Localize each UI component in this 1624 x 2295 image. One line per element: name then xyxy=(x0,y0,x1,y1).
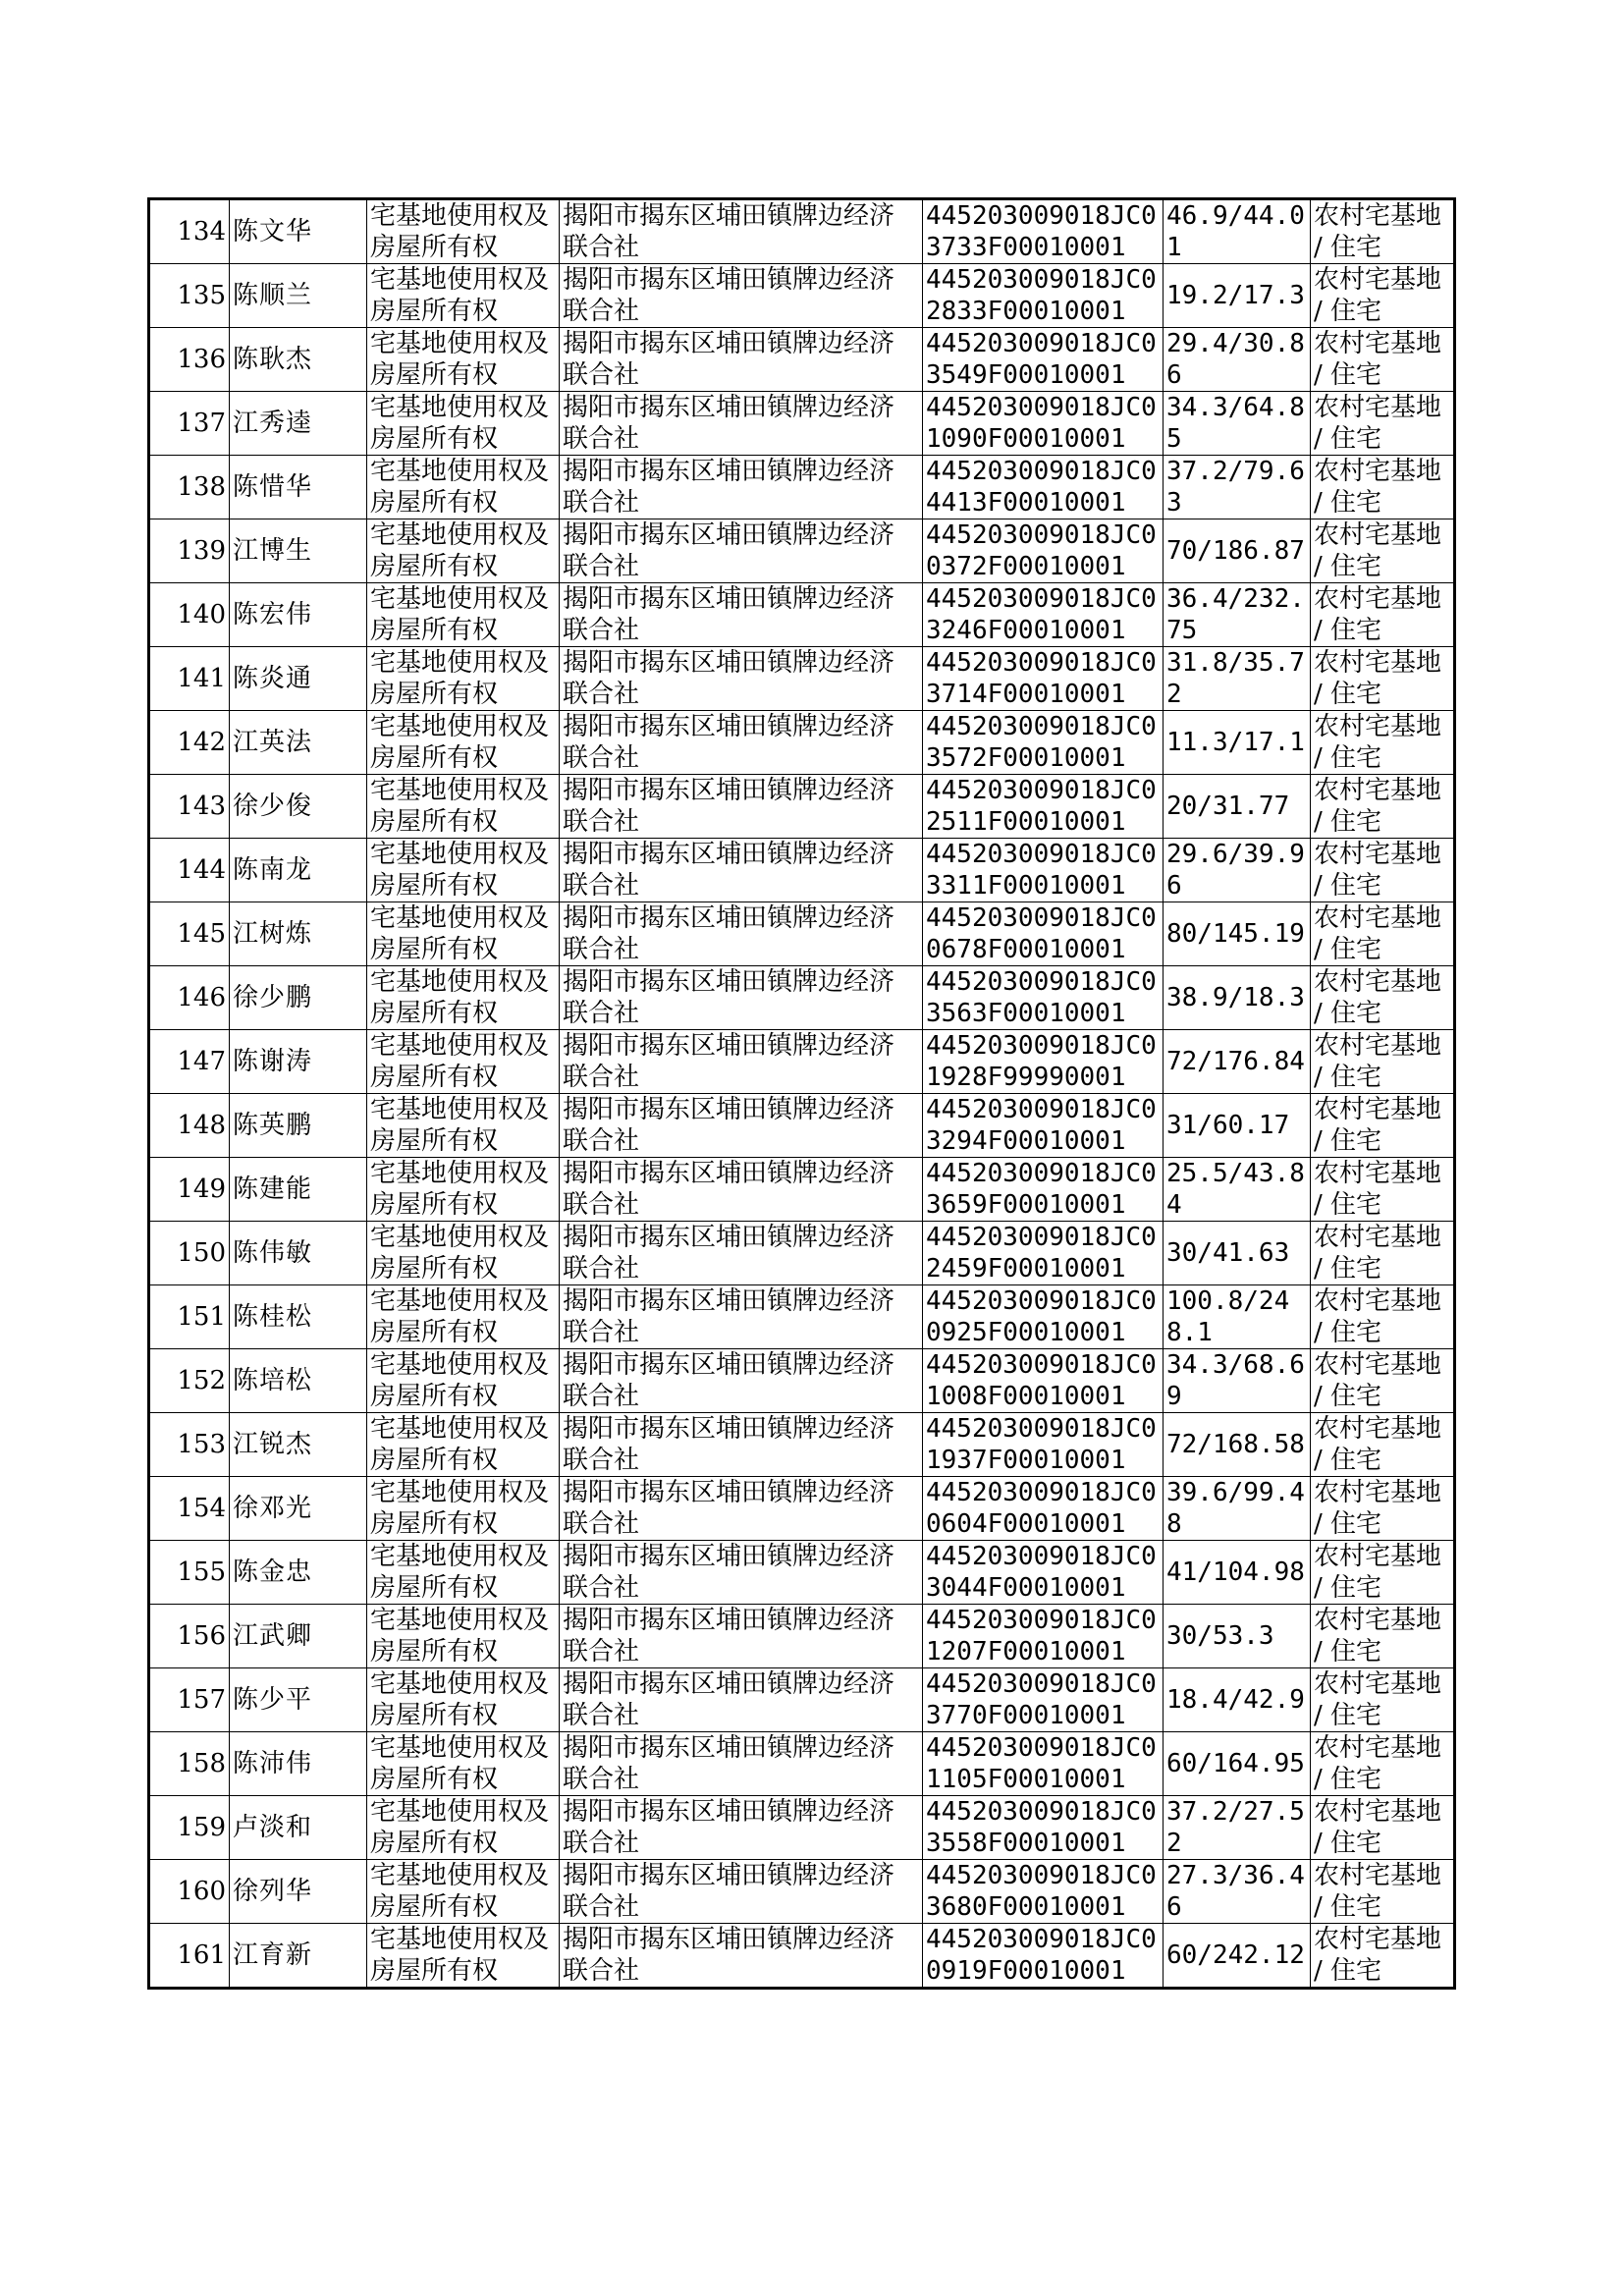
table-row xyxy=(149,392,1455,456)
land-use: 农村宅基地 / 住宅 xyxy=(1311,839,1455,902)
right-type: 宅基地使用权及房屋所有权 xyxy=(367,264,560,328)
right-type: 宅基地使用权及房屋所有权 xyxy=(367,583,560,647)
unit-code: 445203009018JC02511F00010001 xyxy=(923,775,1164,839)
right-type: 宅基地使用权及房屋所有权 xyxy=(367,1413,560,1477)
row-number: 149 xyxy=(149,1158,230,1222)
table-row xyxy=(149,902,1455,966)
owner-name: 陈金忠 xyxy=(230,1541,367,1605)
unit-code: 445203009018JC03659F00010001 xyxy=(923,1158,1164,1222)
table-row xyxy=(149,1030,1455,1094)
owner-name: 陈宏伟 xyxy=(230,583,367,647)
area-value: 25.5/43.84 xyxy=(1164,1158,1311,1222)
unit-code: 445203009018JC03044F00010001 xyxy=(923,1541,1164,1605)
area-value: 60/242.12 xyxy=(1164,1924,1311,1989)
table-row xyxy=(149,1732,1455,1796)
owner-name: 陈南龙 xyxy=(230,839,367,902)
area-value: 19.2/17.3 xyxy=(1164,264,1311,328)
collective-org: 揭阳市揭东区埔田镇牌边经济联合社 xyxy=(560,1158,923,1222)
land-use: 农村宅基地 / 住宅 xyxy=(1311,966,1455,1030)
registry-table xyxy=(147,197,1456,1990)
land-use: 农村宅基地 / 住宅 xyxy=(1311,199,1455,264)
table-row xyxy=(149,1860,1455,1924)
collective-org: 揭阳市揭东区埔田镇牌边经济联合社 xyxy=(560,1030,923,1094)
collective-org: 揭阳市揭东区埔田镇牌边经济联合社 xyxy=(560,1413,923,1477)
right-type: 宅基地使用权及房屋所有权 xyxy=(367,456,560,519)
area-value: 80/145.19 xyxy=(1164,902,1311,966)
unit-code: 445203009018JC03680F00010001 xyxy=(923,1860,1164,1924)
unit-code: 445203009018JC00925F00010001 xyxy=(923,1285,1164,1349)
collective-org: 揭阳市揭东区埔田镇牌边经济联合社 xyxy=(560,711,923,775)
land-use: 农村宅基地 / 住宅 xyxy=(1311,328,1455,392)
owner-name: 陈炎通 xyxy=(230,647,367,711)
land-use: 农村宅基地 / 住宅 xyxy=(1311,1541,1455,1605)
row-number: 160 xyxy=(149,1860,230,1924)
row-number: 159 xyxy=(149,1796,230,1860)
table-row xyxy=(149,328,1455,392)
right-type: 宅基地使用权及房屋所有权 xyxy=(367,902,560,966)
table-row xyxy=(149,1477,1455,1541)
owner-name: 陈英鹏 xyxy=(230,1094,367,1158)
row-number: 136 xyxy=(149,328,230,392)
land-use: 农村宅基地 / 住宅 xyxy=(1311,583,1455,647)
area-value: 41/104.98 xyxy=(1164,1541,1311,1605)
area-value: 46.9/44.01 xyxy=(1164,199,1311,264)
owner-name: 江树炼 xyxy=(230,902,367,966)
owner-name: 陈顺兰 xyxy=(230,264,367,328)
area-value: 29.4/30.86 xyxy=(1164,328,1311,392)
unit-code: 445203009018JC00678F00010001 xyxy=(923,902,1164,966)
right-type: 宅基地使用权及房屋所有权 xyxy=(367,328,560,392)
right-type: 宅基地使用权及房屋所有权 xyxy=(367,839,560,902)
land-use: 农村宅基地 / 住宅 xyxy=(1311,1796,1455,1860)
owner-name: 卢淡和 xyxy=(230,1796,367,1860)
land-use: 农村宅基地 / 住宅 xyxy=(1311,1094,1455,1158)
area-value: 11.3/17.1 xyxy=(1164,711,1311,775)
row-number: 138 xyxy=(149,456,230,519)
table-row xyxy=(149,1094,1455,1158)
right-type: 宅基地使用权及房屋所有权 xyxy=(367,1605,560,1668)
unit-code: 445203009018JC01937F00010001 xyxy=(923,1413,1164,1477)
land-use: 农村宅基地 / 住宅 xyxy=(1311,1668,1455,1732)
right-type: 宅基地使用权及房屋所有权 xyxy=(367,1668,560,1732)
right-type: 宅基地使用权及房屋所有权 xyxy=(367,1030,560,1094)
area-value: 34.3/64.85 xyxy=(1164,392,1311,456)
table-row xyxy=(149,775,1455,839)
table-body xyxy=(149,199,1455,1989)
owner-name: 陈谢涛 xyxy=(230,1030,367,1094)
right-type: 宅基地使用权及房屋所有权 xyxy=(367,1222,560,1285)
collective-org: 揭阳市揭东区埔田镇牌边经济联合社 xyxy=(560,519,923,583)
owner-name: 陈耿杰 xyxy=(230,328,367,392)
unit-code: 445203009018JC01207F00010001 xyxy=(923,1605,1164,1668)
right-type: 宅基地使用权及房屋所有权 xyxy=(367,647,560,711)
collective-org: 揭阳市揭东区埔田镇牌边经济联合社 xyxy=(560,839,923,902)
row-number: 137 xyxy=(149,392,230,456)
unit-code: 445203009018JC00372F00010001 xyxy=(923,519,1164,583)
row-number: 157 xyxy=(149,1668,230,1732)
area-value: 31/60.17 xyxy=(1164,1094,1311,1158)
area-value: 72/176.84 xyxy=(1164,1030,1311,1094)
table-row xyxy=(149,1924,1455,1989)
land-use: 农村宅基地 / 住宅 xyxy=(1311,711,1455,775)
collective-org: 揭阳市揭东区埔田镇牌边经济联合社 xyxy=(560,1285,923,1349)
land-use: 农村宅基地 / 住宅 xyxy=(1311,519,1455,583)
land-use: 农村宅基地 / 住宅 xyxy=(1311,1860,1455,1924)
owner-name: 陈培松 xyxy=(230,1349,367,1413)
collective-org: 揭阳市揭东区埔田镇牌边经济联合社 xyxy=(560,456,923,519)
right-type: 宅基地使用权及房屋所有权 xyxy=(367,1924,560,1989)
row-number: 153 xyxy=(149,1413,230,1477)
table-row xyxy=(149,1158,1455,1222)
row-number: 147 xyxy=(149,1030,230,1094)
owner-name: 徐少俊 xyxy=(230,775,367,839)
row-number: 141 xyxy=(149,647,230,711)
owner-name: 江英法 xyxy=(230,711,367,775)
land-use: 农村宅基地 / 住宅 xyxy=(1311,1285,1455,1349)
right-type: 宅基地使用权及房屋所有权 xyxy=(367,392,560,456)
right-type: 宅基地使用权及房屋所有权 xyxy=(367,1477,560,1541)
collective-org: 揭阳市揭东区埔田镇牌边经济联合社 xyxy=(560,1477,923,1541)
area-value: 30/53.3 xyxy=(1164,1605,1311,1668)
unit-code: 445203009018JC03246F00010001 xyxy=(923,583,1164,647)
row-number: 135 xyxy=(149,264,230,328)
collective-org: 揭阳市揭东区埔田镇牌边经济联合社 xyxy=(560,966,923,1030)
unit-code: 445203009018JC03311F00010001 xyxy=(923,839,1164,902)
table-row xyxy=(149,711,1455,775)
table-row xyxy=(149,264,1455,328)
table-row xyxy=(149,647,1455,711)
owner-name: 陈沛伟 xyxy=(230,1732,367,1796)
right-type: 宅基地使用权及房屋所有权 xyxy=(367,1541,560,1605)
land-use: 农村宅基地 / 住宅 xyxy=(1311,1222,1455,1285)
owner-name: 江秀逵 xyxy=(230,392,367,456)
row-number: 150 xyxy=(149,1222,230,1285)
table-row xyxy=(149,1541,1455,1605)
land-use: 农村宅基地 / 住宅 xyxy=(1311,1477,1455,1541)
land-use: 农村宅基地 / 住宅 xyxy=(1311,1158,1455,1222)
unit-code: 445203009018JC04413F00010001 xyxy=(923,456,1164,519)
unit-code: 445203009018JC03770F00010001 xyxy=(923,1668,1164,1732)
table-row xyxy=(149,519,1455,583)
table-row xyxy=(149,199,1455,264)
unit-code: 445203009018JC01090F00010001 xyxy=(923,392,1164,456)
area-value: 37.2/79.63 xyxy=(1164,456,1311,519)
area-value: 34.3/68.69 xyxy=(1164,1349,1311,1413)
row-number: 146 xyxy=(149,966,230,1030)
unit-code: 445203009018JC03294F00010001 xyxy=(923,1094,1164,1158)
right-type: 宅基地使用权及房屋所有权 xyxy=(367,711,560,775)
right-type: 宅基地使用权及房屋所有权 xyxy=(367,1732,560,1796)
owner-name: 陈惜华 xyxy=(230,456,367,519)
land-use: 农村宅基地 / 住宅 xyxy=(1311,392,1455,456)
table-row xyxy=(149,1413,1455,1477)
collective-org: 揭阳市揭东区埔田镇牌边经济联合社 xyxy=(560,1605,923,1668)
row-number: 161 xyxy=(149,1924,230,1989)
collective-org: 揭阳市揭东区埔田镇牌边经济联合社 xyxy=(560,1732,923,1796)
collective-org: 揭阳市揭东区埔田镇牌边经济联合社 xyxy=(560,1860,923,1924)
right-type: 宅基地使用权及房屋所有权 xyxy=(367,966,560,1030)
collective-org: 揭阳市揭东区埔田镇牌边经济联合社 xyxy=(560,328,923,392)
area-value: 37.2/27.52 xyxy=(1164,1796,1311,1860)
unit-code: 445203009018JC00919F00010001 xyxy=(923,1924,1164,1989)
land-use: 农村宅基地 / 住宅 xyxy=(1311,1030,1455,1094)
right-type: 宅基地使用权及房屋所有权 xyxy=(367,1094,560,1158)
owner-name: 陈文华 xyxy=(230,199,367,264)
table-row xyxy=(149,1285,1455,1349)
right-type: 宅基地使用权及房屋所有权 xyxy=(367,519,560,583)
table-row xyxy=(149,1668,1455,1732)
row-number: 144 xyxy=(149,839,230,902)
owner-name: 江武卿 xyxy=(230,1605,367,1668)
owner-name: 江锐杰 xyxy=(230,1413,367,1477)
table-row xyxy=(149,1796,1455,1860)
unit-code: 445203009018JC03733F00010001 xyxy=(923,199,1164,264)
land-use: 农村宅基地 / 住宅 xyxy=(1311,1349,1455,1413)
collective-org: 揭阳市揭东区埔田镇牌边经济联合社 xyxy=(560,1924,923,1989)
right-type: 宅基地使用权及房屋所有权 xyxy=(367,775,560,839)
owner-name: 江博生 xyxy=(230,519,367,583)
area-value: 36.4/232.75 xyxy=(1164,583,1311,647)
collective-org: 揭阳市揭东区埔田镇牌边经济联合社 xyxy=(560,392,923,456)
area-value: 38.9/18.3 xyxy=(1164,966,1311,1030)
unit-code: 445203009018JC01105F00010001 xyxy=(923,1732,1164,1796)
owner-name: 陈伟敏 xyxy=(230,1222,367,1285)
collective-org: 揭阳市揭东区埔田镇牌边经济联合社 xyxy=(560,1668,923,1732)
owner-name: 江育新 xyxy=(230,1924,367,1989)
right-type: 宅基地使用权及房屋所有权 xyxy=(367,1158,560,1222)
row-number: 142 xyxy=(149,711,230,775)
unit-code: 445203009018JC03714F00010001 xyxy=(923,647,1164,711)
collective-org: 揭阳市揭东区埔田镇牌边经济联合社 xyxy=(560,1222,923,1285)
collective-org: 揭阳市揭东区埔田镇牌边经济联合社 xyxy=(560,264,923,328)
row-number: 151 xyxy=(149,1285,230,1349)
row-number: 156 xyxy=(149,1605,230,1668)
unit-code: 445203009018JC01928F99990001 xyxy=(923,1030,1164,1094)
row-number: 145 xyxy=(149,902,230,966)
table-row xyxy=(149,1349,1455,1413)
land-use: 农村宅基地 / 住宅 xyxy=(1311,902,1455,966)
collective-org: 揭阳市揭东区埔田镇牌边经济联合社 xyxy=(560,1796,923,1860)
owner-name: 陈桂松 xyxy=(230,1285,367,1349)
area-value: 29.6/39.96 xyxy=(1164,839,1311,902)
unit-code: 445203009018JC02833F00010001 xyxy=(923,264,1164,328)
right-type: 宅基地使用权及房屋所有权 xyxy=(367,1796,560,1860)
land-use: 农村宅基地 / 住宅 xyxy=(1311,264,1455,328)
unit-code: 445203009018JC01008F00010001 xyxy=(923,1349,1164,1413)
collective-org: 揭阳市揭东区埔田镇牌边经济联合社 xyxy=(560,775,923,839)
owner-name: 陈建能 xyxy=(230,1158,367,1222)
owner-name: 陈少平 xyxy=(230,1668,367,1732)
land-use: 农村宅基地 / 住宅 xyxy=(1311,1732,1455,1796)
area-value: 31.8/35.72 xyxy=(1164,647,1311,711)
area-value: 72/168.58 xyxy=(1164,1413,1311,1477)
collective-org: 揭阳市揭东区埔田镇牌边经济联合社 xyxy=(560,902,923,966)
owner-name: 徐邓光 xyxy=(230,1477,367,1541)
area-value: 18.4/42.9 xyxy=(1164,1668,1311,1732)
row-number: 154 xyxy=(149,1477,230,1541)
area-value: 20/31.77 xyxy=(1164,775,1311,839)
area-value: 100.8/248.1 xyxy=(1164,1285,1311,1349)
table-row xyxy=(149,1605,1455,1668)
right-type: 宅基地使用权及房屋所有权 xyxy=(367,1285,560,1349)
table-row xyxy=(149,456,1455,519)
row-number: 134 xyxy=(149,199,230,264)
row-number: 155 xyxy=(149,1541,230,1605)
collective-org: 揭阳市揭东区埔田镇牌边经济联合社 xyxy=(560,583,923,647)
table-row xyxy=(149,583,1455,647)
area-value: 27.3/36.46 xyxy=(1164,1860,1311,1924)
area-value: 70/186.87 xyxy=(1164,519,1311,583)
unit-code: 445203009018JC00604F00010001 xyxy=(923,1477,1164,1541)
row-number: 143 xyxy=(149,775,230,839)
row-number: 152 xyxy=(149,1349,230,1413)
land-use: 农村宅基地 / 住宅 xyxy=(1311,1413,1455,1477)
collective-org: 揭阳市揭东区埔田镇牌边经济联合社 xyxy=(560,1541,923,1605)
land-use: 农村宅基地 / 住宅 xyxy=(1311,1924,1455,1989)
land-use: 农村宅基地 / 住宅 xyxy=(1311,775,1455,839)
land-use: 农村宅基地 / 住宅 xyxy=(1311,647,1455,711)
right-type: 宅基地使用权及房屋所有权 xyxy=(367,1349,560,1413)
area-value: 30/41.63 xyxy=(1164,1222,1311,1285)
unit-code: 445203009018JC03563F00010001 xyxy=(923,966,1164,1030)
collective-org: 揭阳市揭东区埔田镇牌边经济联合社 xyxy=(560,199,923,264)
collective-org: 揭阳市揭东区埔田镇牌边经济联合社 xyxy=(560,647,923,711)
land-use: 农村宅基地 / 住宅 xyxy=(1311,456,1455,519)
unit-code: 445203009018JC03558F00010001 xyxy=(923,1796,1164,1860)
table-row xyxy=(149,1222,1455,1285)
right-type: 宅基地使用权及房屋所有权 xyxy=(367,199,560,264)
row-number: 158 xyxy=(149,1732,230,1796)
area-value: 39.6/99.48 xyxy=(1164,1477,1311,1541)
unit-code: 445203009018JC03549F00010001 xyxy=(923,328,1164,392)
collective-org: 揭阳市揭东区埔田镇牌边经济联合社 xyxy=(560,1094,923,1158)
land-use: 农村宅基地 / 住宅 xyxy=(1311,1605,1455,1668)
table-row xyxy=(149,839,1455,902)
table-row xyxy=(149,966,1455,1030)
right-type: 宅基地使用权及房屋所有权 xyxy=(367,1860,560,1924)
unit-code: 445203009018JC02459F00010001 xyxy=(923,1222,1164,1285)
collective-org: 揭阳市揭东区埔田镇牌边经济联合社 xyxy=(560,1349,923,1413)
row-number: 139 xyxy=(149,519,230,583)
owner-name: 徐列华 xyxy=(230,1860,367,1924)
row-number: 140 xyxy=(149,583,230,647)
area-value: 60/164.95 xyxy=(1164,1732,1311,1796)
unit-code: 445203009018JC03572F00010001 xyxy=(923,711,1164,775)
row-number: 148 xyxy=(149,1094,230,1158)
owner-name: 徐少鹏 xyxy=(230,966,367,1030)
